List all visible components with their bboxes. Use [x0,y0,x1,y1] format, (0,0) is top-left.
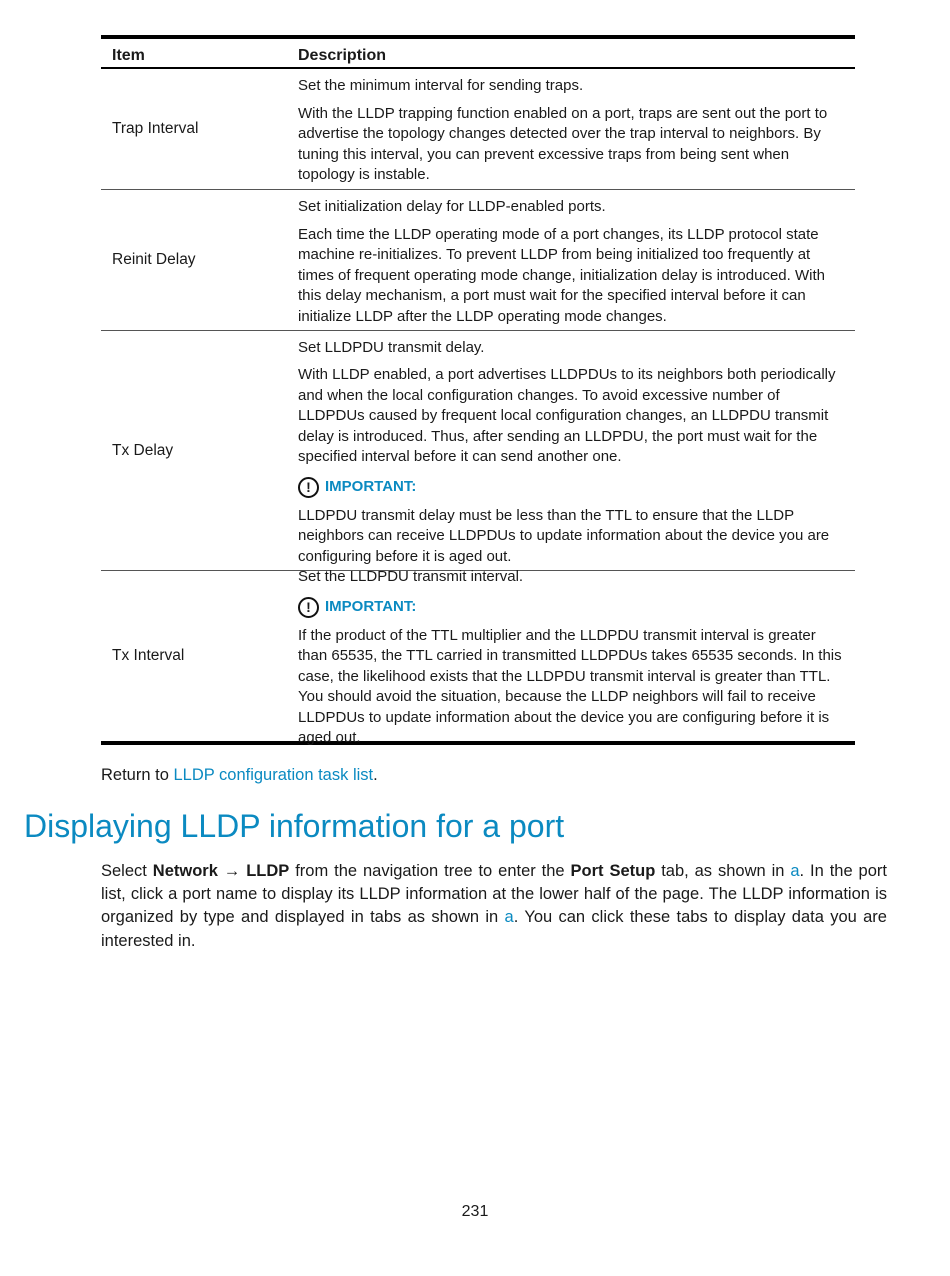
section-heading: Displaying LLDP information for a port [24,808,565,844]
row-description [288,189,855,331]
important-note [298,597,849,618]
figure-ref-link[interactable]: a [504,908,514,927]
header-item: Item [112,47,145,64]
figure-ref-link[interactable]: a [790,862,800,880]
row-description [288,559,855,753]
row-item: Reinit Delay [112,251,196,268]
important-text: LLDPDU transmit delay must be less than the TTL to ensure that the LLDP neighbors can receive LLDPDUs to update information about the device you are configuring before it is aged out. [298,506,830,565]
description-summary: Set LLDPDU transmit delay. [298,338,485,356]
parameter-table [101,35,855,745]
important-text: If the product of the TTL multiplier and the LLDPDU transmit interval is greater than 65535, the TTL carried in transmitted LLDPDUs takes 65535 seconds. In this case, the likelihood exists that the LLDPDU transmit interval is greater than TTL. You should avoid the situation, because the LLDP neighbors will fail to receive LLDPDUs to update information about the device you are configuring before it is aged out. [298,626,842,747]
page-number: 231 [461,1203,489,1220]
description-detail: Each time the LLDP operating mode of a port changes, its LLDP protocol state machine re-initializes. To prevent LLDP from being initialized too frequently at times of frequent operating mode change, initialization delay is introduced. With this delay mechanism, a port must wait for the specified interval before it can initialize LLDP after the LLDP operating mode changes. [298,225,825,325]
exclamation-icon: ! [298,477,319,498]
description-summary: Set initialization delay for LLDP-enabled ports. [298,198,606,215]
description-summary: Set the LLDPDU transmit interval. [298,568,524,586]
row-item: Trap Interval [112,120,199,137]
text-run: from the navigation tree to enter the [289,862,571,880]
text-run: tab, as shown in [655,862,791,880]
table-row [101,568,855,747]
text-run: Select [101,862,153,880]
menu-lldp: LLDP [246,862,290,880]
menu-network: Network [152,862,218,880]
arrow-text: → [217,862,247,880]
exclamation-icon: ! [298,597,319,618]
description-detail: With the LLDP trapping function enabled on a port, traps are sent out the port to advertise the topology changes detected over the trap interval to neighbors. By tuning this interval, you can prevent excessive traps from being sent when topology is instable. [298,104,828,184]
header-description: Description [298,47,387,64]
return-prefix: Return to [101,766,174,784]
text-run: . You can click these tabs to display data you are interested in. [101,908,887,950]
table-row [101,331,855,571]
description-summary: Set the minimum interval for sending traps. [298,77,584,95]
section-paragraph [101,860,887,953]
description-detail: With LLDP enabled, a port advertises LLDPDUs to its neighbors both periodically and when the local configuration changes. To avoid excessive number of LLDPDUs caused by frequent local configuration changes, an LLDPDU transmit delay is introduced. Thus, after sending an LLDPDU, the port must wait for the specified interval before it can send another one. [298,366,836,466]
row-item: Tx Interval [112,647,185,664]
row-description [288,330,855,572]
important-label: IMPORTANT: [325,598,417,615]
task-list-link[interactable]: LLDP configuration task list [173,766,374,784]
return-line [101,766,378,785]
text-run: . In the port list, click a port name to display its LLDP information at the lower half of the page. The LLDP information is organized by type and displayed in tabs as shown in [101,862,887,927]
table-row [101,190,855,331]
tab-port-setup: Port Setup [570,862,656,880]
important-note [298,477,849,498]
table-row [101,69,855,190]
return-suffix: . [373,766,378,784]
row-description [288,68,855,190]
table-header [101,39,855,69]
row-item: Tx Delay [112,441,174,459]
important-label: IMPORTANT: [325,478,417,495]
